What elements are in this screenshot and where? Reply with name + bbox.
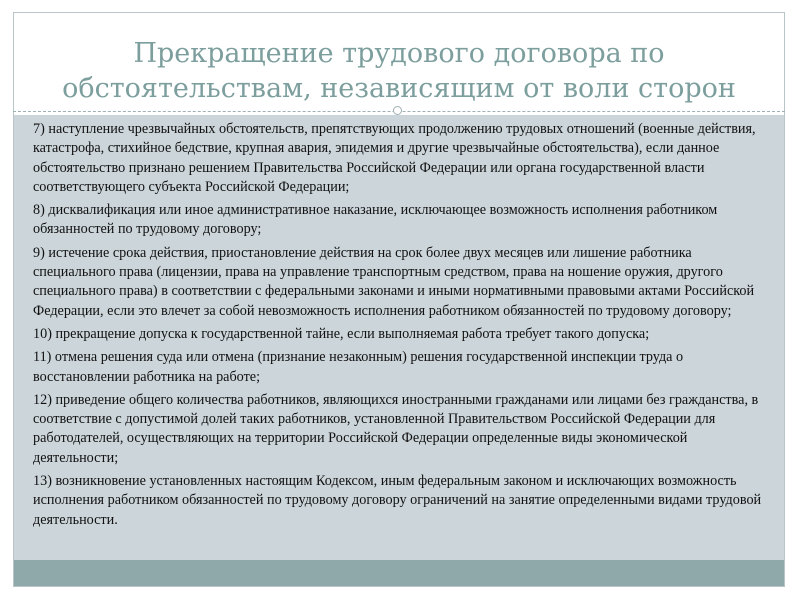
list-item-8: 8) дисквалификация или иное административное наказание, исключающее возможность исполнения работником обязанностей по трудовому договору; (33, 202, 718, 238)
list-item-7: 7) наступление чрезвычайных обстоятельств, препятствующих продолжению трудовых отношений (военные действия, катастрофа, стихийное бедствие, крупная авария, эпидемия и другие чрезвычайные обстоятельства), если данное обстоятельство признано решением Правительства Российской Федерации или органа государственной власти соответствующего субъекта Российской Федерации; (33, 121, 756, 195)
slide-title-line-2: обстоятельствам, независящим от воли сторон (62, 73, 736, 104)
list-item-13: 13) возникновение установленных настоящим Кодексом, иным федеральным законом и исключающих возможность исполнения работником обязанностей по трудовому договору ограничений на занятие определенными видами трудовой деятельности. (33, 473, 762, 528)
content-area (14, 115, 784, 560)
divider-ornament (393, 106, 402, 115)
list-item-12: 12) приведение общего количества работников, являющихся иностранными гражданами или лицами без гражданства, в соответствие с допустимой долей таких работников, установленной Правительством Российской Федерации для работодателей, осуществляющих на территории Российской Федерации определенные виды экономической деятельности; (33, 391, 759, 466)
list-item-11: 11) отмена решения суда или отмена (признание незаконным) решения государственной инспекции труда о восстановлении работника на работе; (33, 349, 684, 385)
slide-title-line-1: Прекращение трудового договора по (133, 38, 665, 69)
footer-bar (14, 560, 784, 586)
list-item-10: 10) прекращение допуска к государственной тайне, если выполняемая работа требует такого допуска; (33, 325, 650, 342)
list-item-9: 9) истечение срока действия, приостановление действия на срок более двух месяцев или лишение работника специального права (лицензии, права на управление транспортным средством, права на ношение оружия, другого специального права) в соответствии с федеральными законами и иными нормативными правовыми актами Российской Федерации, если это влечет за собой невозможность исполнения работником обязанностей по трудовому договору; (33, 244, 755, 319)
slide-title (13, 36, 785, 106)
